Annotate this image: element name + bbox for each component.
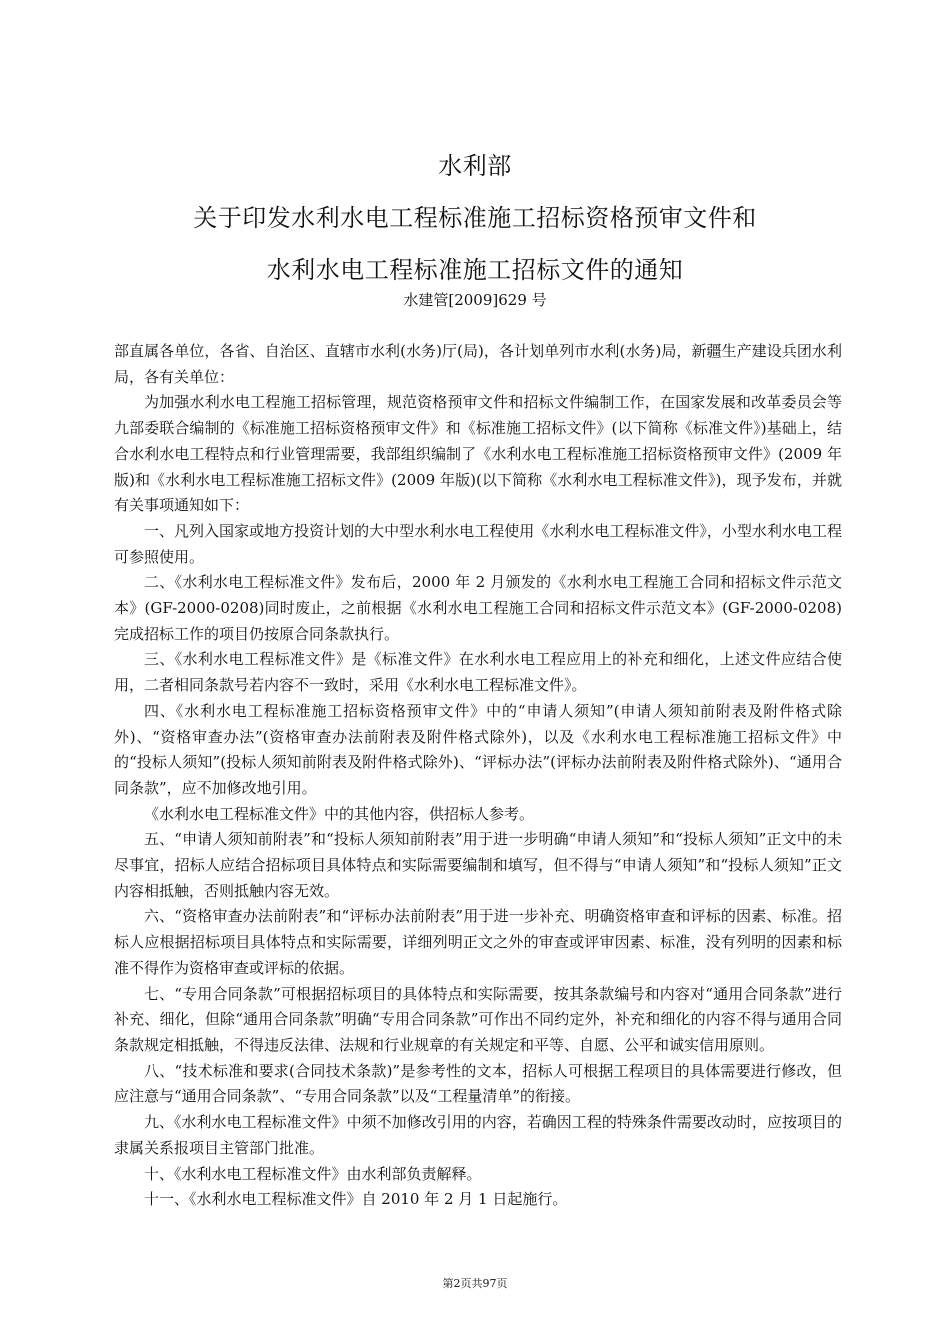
body-paragraph: 七、“专用合同条款”可根据招标项目的具体特点和实际需要，按其条款编号和内容对“通用合同条款”进行补充、细化，但除“通用合同条款”明确“专用合同条款”可作出不同约定外，补充和细化的内容不得与通用合同条款规定相抵触，不得违反法律、法规和行业规章的有关规定和平等、自愿、公平和诚实信用原则。	[114, 984, 842, 1054]
body-paragraph: 为加强水利水电工程施工招标管理，规范资格预审文件和招标文件编制工作，在国家发展和改革委员会等九部委联合编制的《标准施工招标资格预审文件》和《标准施工招标文件》(以下简称《标准文件》)基础上，结合水利水电工程特点和行业管理需要，我部组织编制了《水利水电工程标准施工招标资格预审文件》(2009 年版)和《水利水电工程标准施工招标文件》(2009 年版)(以下简称《水利水电工程标准文件》)，现予发布，并就有关事项通知如下：	[114, 393, 842, 515]
body-paragraph: 十一、《水利水电工程标准文件》自 2010 年 2 月 1 日起施行。	[144, 1190, 568, 1209]
body-paragraph: 三、《水利水电工程标准文件》是《标准文件》在水利水电工程应用上的补充和细化，上述文件应结合使用，二者相同条款号若内容不一致时，采用《水利水电工程标准文件》。	[114, 650, 842, 695]
body-paragraph: 二、《水利水电工程标准文件》发布后，2000 年 2 月颁发的《水利水电工程施工合同和招标文件示范文本》(GF-2000-0208)同时废止，之前根据《水利水电工程施工合同和招标文件示范文本》(GF-2000-0208)完成招标工作的项目仍按原合同条款执行。	[114, 573, 842, 643]
body-paragraph: 五、“申请人须知前附表”和“投标人须知前附表”用于进一步明确“申请人须知”和“投标人须知”正文中的未尽事宜，招标人应结合招标项目具体特点和实际需要编制和填写，但不得与“申请人须知”和“投标人须知”正文内容相抵触，否则抵触内容无效。	[114, 830, 842, 900]
document-body	[114, 339, 842, 1213]
body-paragraph: 四、《水利水电工程标准施工招标资格预审文件》中的“申请人须知”(申请人须知前附表及附件格式除外)、“资格审查办法”(资格审查办法前附表及附件格式除外)，以及《水利水电工程标准施工招标文件》中的“投标人须知”(投标人须知前附表及附件格式除外)、“评标办法”(评标办法前附表及附件格式除外)、“通用合同条款”，应不加修改地引用。	[114, 701, 842, 797]
addressee-paragraph: 部直属各单位，各省、自治区、直辖市水利(水务)厅(局)，各计划单列市水利(水务)局，新疆生产建设兵团水利局，各有关单位：	[114, 342, 842, 386]
body-paragraph: 九、《水利水电工程标准文件》中须不加修改引用的内容，若确因工程的特殊条件需要改动时，应按项目的隶属关系报项目主管部门批准。	[114, 1113, 842, 1157]
title-issuer: 水利部	[438, 152, 512, 180]
body-paragraph: 八、“技术标准和要求(合同技术条款)”是参考性的文本，招标人可根据工程项目的具体需要进行修改，但应注意与“通用合同条款”、“专用合同条款”以及“工程量清单”的衔接。	[114, 1061, 842, 1106]
body-paragraph: 六、“资格审查办法前附表”和“评标办法前附表”用于进一步补充、明确资格审查和评标的因素、标准。招标人应根据招标项目具体特点和实际需要，详细列明正文之外的审查或评审因素、标准，没有列明的因素和标准不得作为资格审查或评标的依据。	[114, 907, 842, 977]
body-paragraph: 《水利水电工程标准文件》中的其他内容，供招标人参考。	[144, 804, 535, 823]
page-number-footer: 第2页共97页	[442, 1277, 508, 1290]
body-paragraph: 十、《水利水电工程标准文件》由水利部负责解释。	[144, 1164, 482, 1183]
document-number: 水建管[2009]629 号	[403, 291, 547, 309]
document-title	[0, 140, 950, 296]
body-paragraph: 一、凡列入国家或地方投资计划的大中型水利水电工程使用《水利水电工程标准文件》，小型水利水电工程可参照使用。	[114, 521, 842, 566]
title-line-2: 关于印发水利水电工程标准施工招标资格预审文件和	[193, 204, 757, 232]
title-line-3: 水利水电工程标准施工招标文件的通知	[266, 256, 684, 284]
